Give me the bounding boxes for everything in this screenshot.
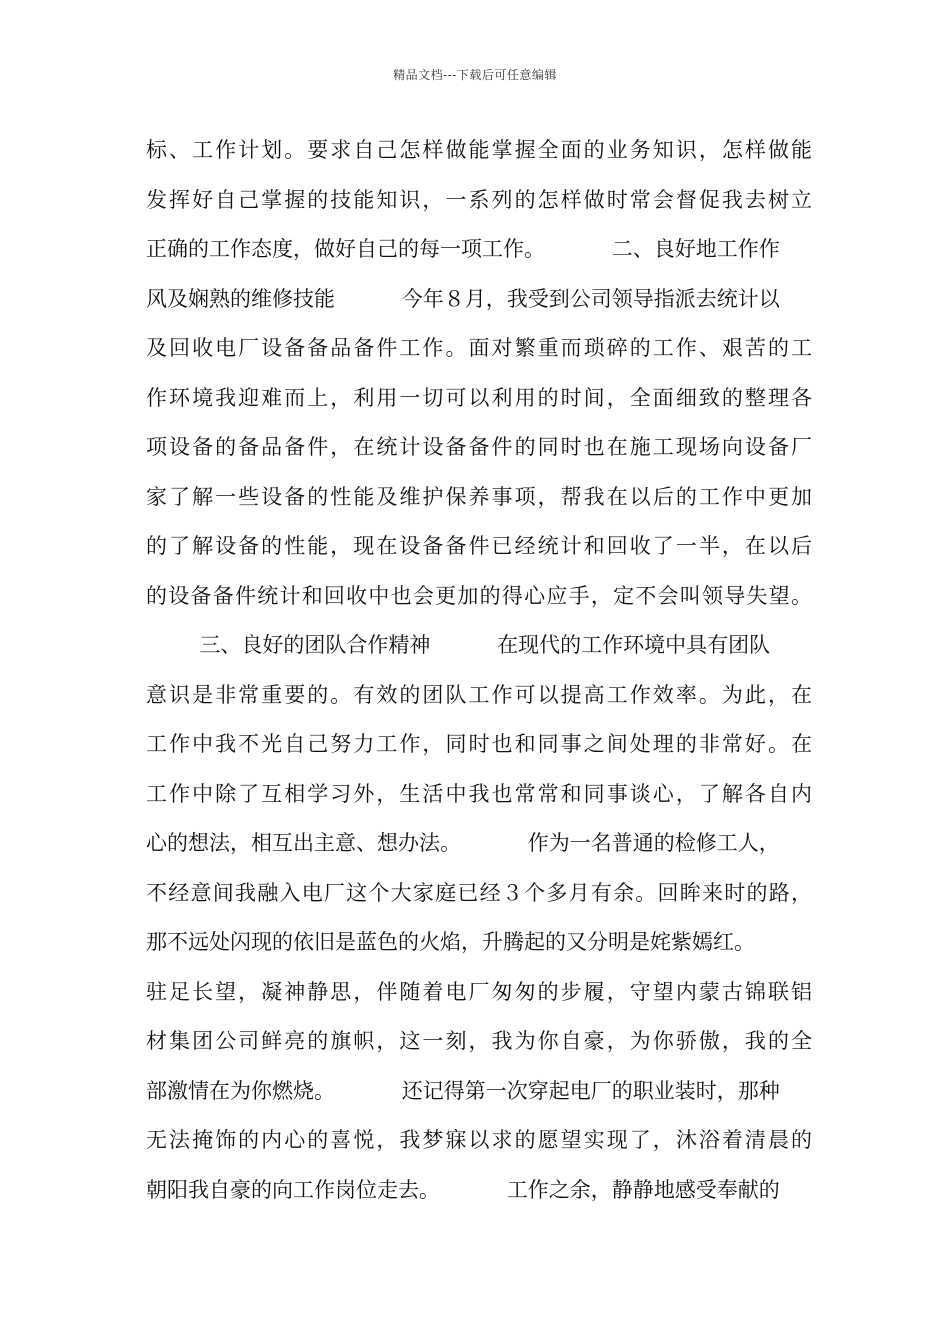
text-line: 朝阳我自豪的向工作岗位走去。 工作之余，静静地感受奉献的 bbox=[146, 1177, 780, 1202]
text-line: 三、良好的团队合作精神 在现代的工作环境中具有团队 bbox=[146, 633, 771, 657]
text-line: 心的想法，相互出主意、想办法。 作为一名普通的检修工人， bbox=[146, 831, 780, 855]
text-line: 意识是非常重要的。有效的团队工作可以提高工作效率。为此，在 bbox=[146, 682, 812, 707]
text-line: 标、工作计划。要求自己怎样做能掌握全面的业务知识，怎样做能 bbox=[146, 138, 812, 162]
text-line: 项设备的备品备件，在统计设备备件的同时也在施工现场向设备厂 bbox=[146, 435, 812, 459]
text-line: 及回收电厂设备备品备件工作。面对繁重而琐碎的工作、艰苦的工 bbox=[146, 336, 812, 360]
text-line: 无法掩饰的内心的喜悦，我梦寐以求的愿望实现了，沐浴着清晨的 bbox=[146, 1128, 812, 1152]
text-line: 家了解一些设备的性能及维护保养事项，帮我在以后的工作中更加 bbox=[146, 484, 812, 509]
text-line: 风及娴熟的维修技能 今年８月，我受到公司领导指派去统计以 bbox=[146, 286, 780, 311]
document-body bbox=[146, 126, 812, 1215]
text-line: 的设备备件统计和回收中也会更加的得心应手，定不会叫领导失望。 bbox=[146, 583, 812, 608]
text-line: 部激情在为你燃烧。 还记得第一次穿起电厂的职业装时，那种 bbox=[146, 1078, 780, 1103]
text-line: 的了解设备的性能，现在设备备件已经统计和回收了一半，在以后 bbox=[146, 534, 812, 558]
page-header: 精品文档---下载后可任意编辑 bbox=[393, 68, 557, 82]
text-line: 不经意间我融入电厂这个大家庭已经３个多月有余。回眸来时的路， bbox=[146, 880, 812, 905]
text-line: 材集团公司鲜亮的旗帜，这一刻，我为你自豪，为你骄傲，我的全 bbox=[146, 1029, 812, 1053]
text-line: 那不远处闪现的依旧是蓝色的火焰，升腾起的又分明是姹紫嫣红。 bbox=[146, 930, 755, 954]
text-line: 作环境我迎难而上，利用一切可以利用的时间，全面细致的整理各 bbox=[146, 385, 812, 410]
text-line: 工作中除了互相学习外，生活中我也常常和同事谈心，了解各自内 bbox=[146, 781, 812, 806]
text-line: 工作中我不光自己努力工作，同时也和同事之间处理的非常好。在 bbox=[146, 732, 812, 756]
text-line: 发挥好自己掌握的技能知识，一系列的怎样做时常会督促我去树立 bbox=[146, 187, 812, 212]
text-line: 正确的工作态度，做好自己的每一项工作。 二、良好地工作作 bbox=[146, 237, 780, 261]
text-line: 驻足长望，凝神静思，伴随着电厂匆匆的步履，守望内蒙古锦联铝 bbox=[146, 979, 812, 1004]
